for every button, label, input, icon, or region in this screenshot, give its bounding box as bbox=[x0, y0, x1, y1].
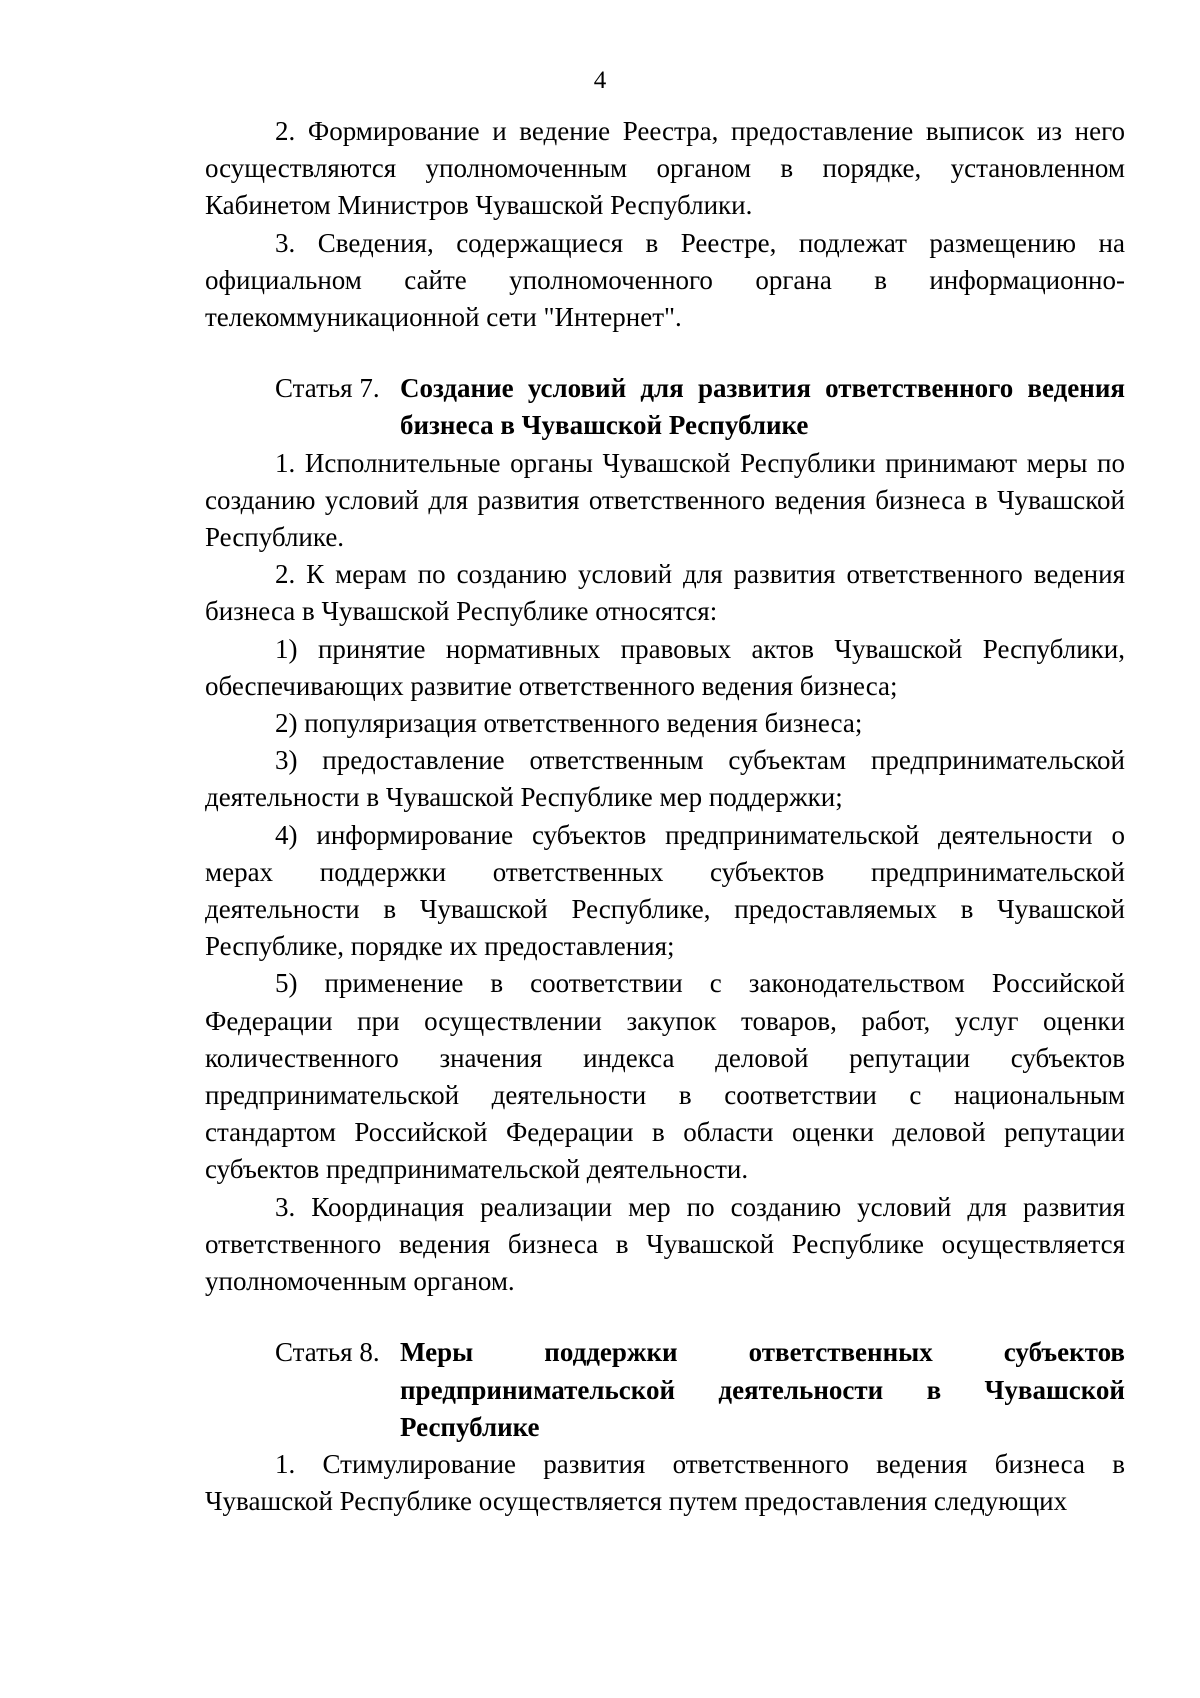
paragraph: 1. Стимулирование развития ответственного ведения бизнеса в Чувашской Республике осуществляется путем предоставления следующих bbox=[205, 1448, 1125, 1517]
paragraph: 2. К мерам по созданию условий для развития ответственного ведения бизнеса в Чувашской Республике относятся: bbox=[205, 559, 1125, 627]
article-label: Статья 8. bbox=[275, 1337, 380, 1368]
paragraph: 3. Координация реализации мер по созданию условий для развития ответственного ведения бизнеса в Чувашской Республике осуществляется уполномоченным органом. bbox=[205, 1191, 1125, 1297]
list-item: 3) предоставление ответственным субъектам предпринимательской деятельности в Чувашской Республике мер поддержки; bbox=[205, 745, 1125, 813]
article-label: Статья 7. bbox=[275, 373, 380, 404]
list-item: 4) информирование субъектов предпринимательской деятельности о мерах поддержки ответственных субъектов предпринимательской деятельности в Чувашской Республике, предоставляемых в Чувашской Республике, порядке их предоставления; bbox=[205, 819, 1125, 962]
paragraph: 2. Формирование и ведение Реестра, предоставление выписок из него осуществляются уполномоченным органом в порядке, установленном Кабинетом Министров Чувашской Республики. bbox=[205, 116, 1125, 221]
paragraph: 1. Исполнительные органы Чувашской Республики принимают меры по созданию условий для развития ответственного ведения бизнеса в Чувашской Республике. bbox=[205, 447, 1125, 553]
document-body bbox=[205, 113, 1125, 1520]
article-title: Меры поддержки ответственных субъектов предпринимательской деятельности в Чувашской Республике bbox=[400, 1337, 1125, 1442]
article-7-heading bbox=[205, 370, 1125, 444]
paragraph: 3. Сведения, содержащиеся в Реестре, подлежат размещению на официальном сайте уполномоченного органа в информационно-телекоммуникационной сети "Интернет". bbox=[205, 227, 1125, 333]
list-item: 5) применение в соответствии с законодательством Российской Федерации при осуществлении закупок товаров, работ, услуг оценки количественного значения индекса деловой репутации субъектов предпринимательской деятельности в соответствии с национальным стандартом Российской Федерации в области оценки деловой репутации субъектов предпринимательской деятельности. bbox=[205, 968, 1125, 1185]
article-title: Создание условий для развития ответственного ведения бизнеса в Чувашской Республике bbox=[400, 373, 1125, 441]
page-number: 4 bbox=[593, 67, 607, 94]
list-item: 2) популяризация ответственного ведения бизнеса; bbox=[275, 708, 863, 739]
list-item: 1) принятие нормативных правовых актов Чувашской Республики, обеспечивающих развитие ответственного ведения бизнеса; bbox=[205, 633, 1125, 701]
article-8-heading bbox=[205, 1334, 1125, 1446]
